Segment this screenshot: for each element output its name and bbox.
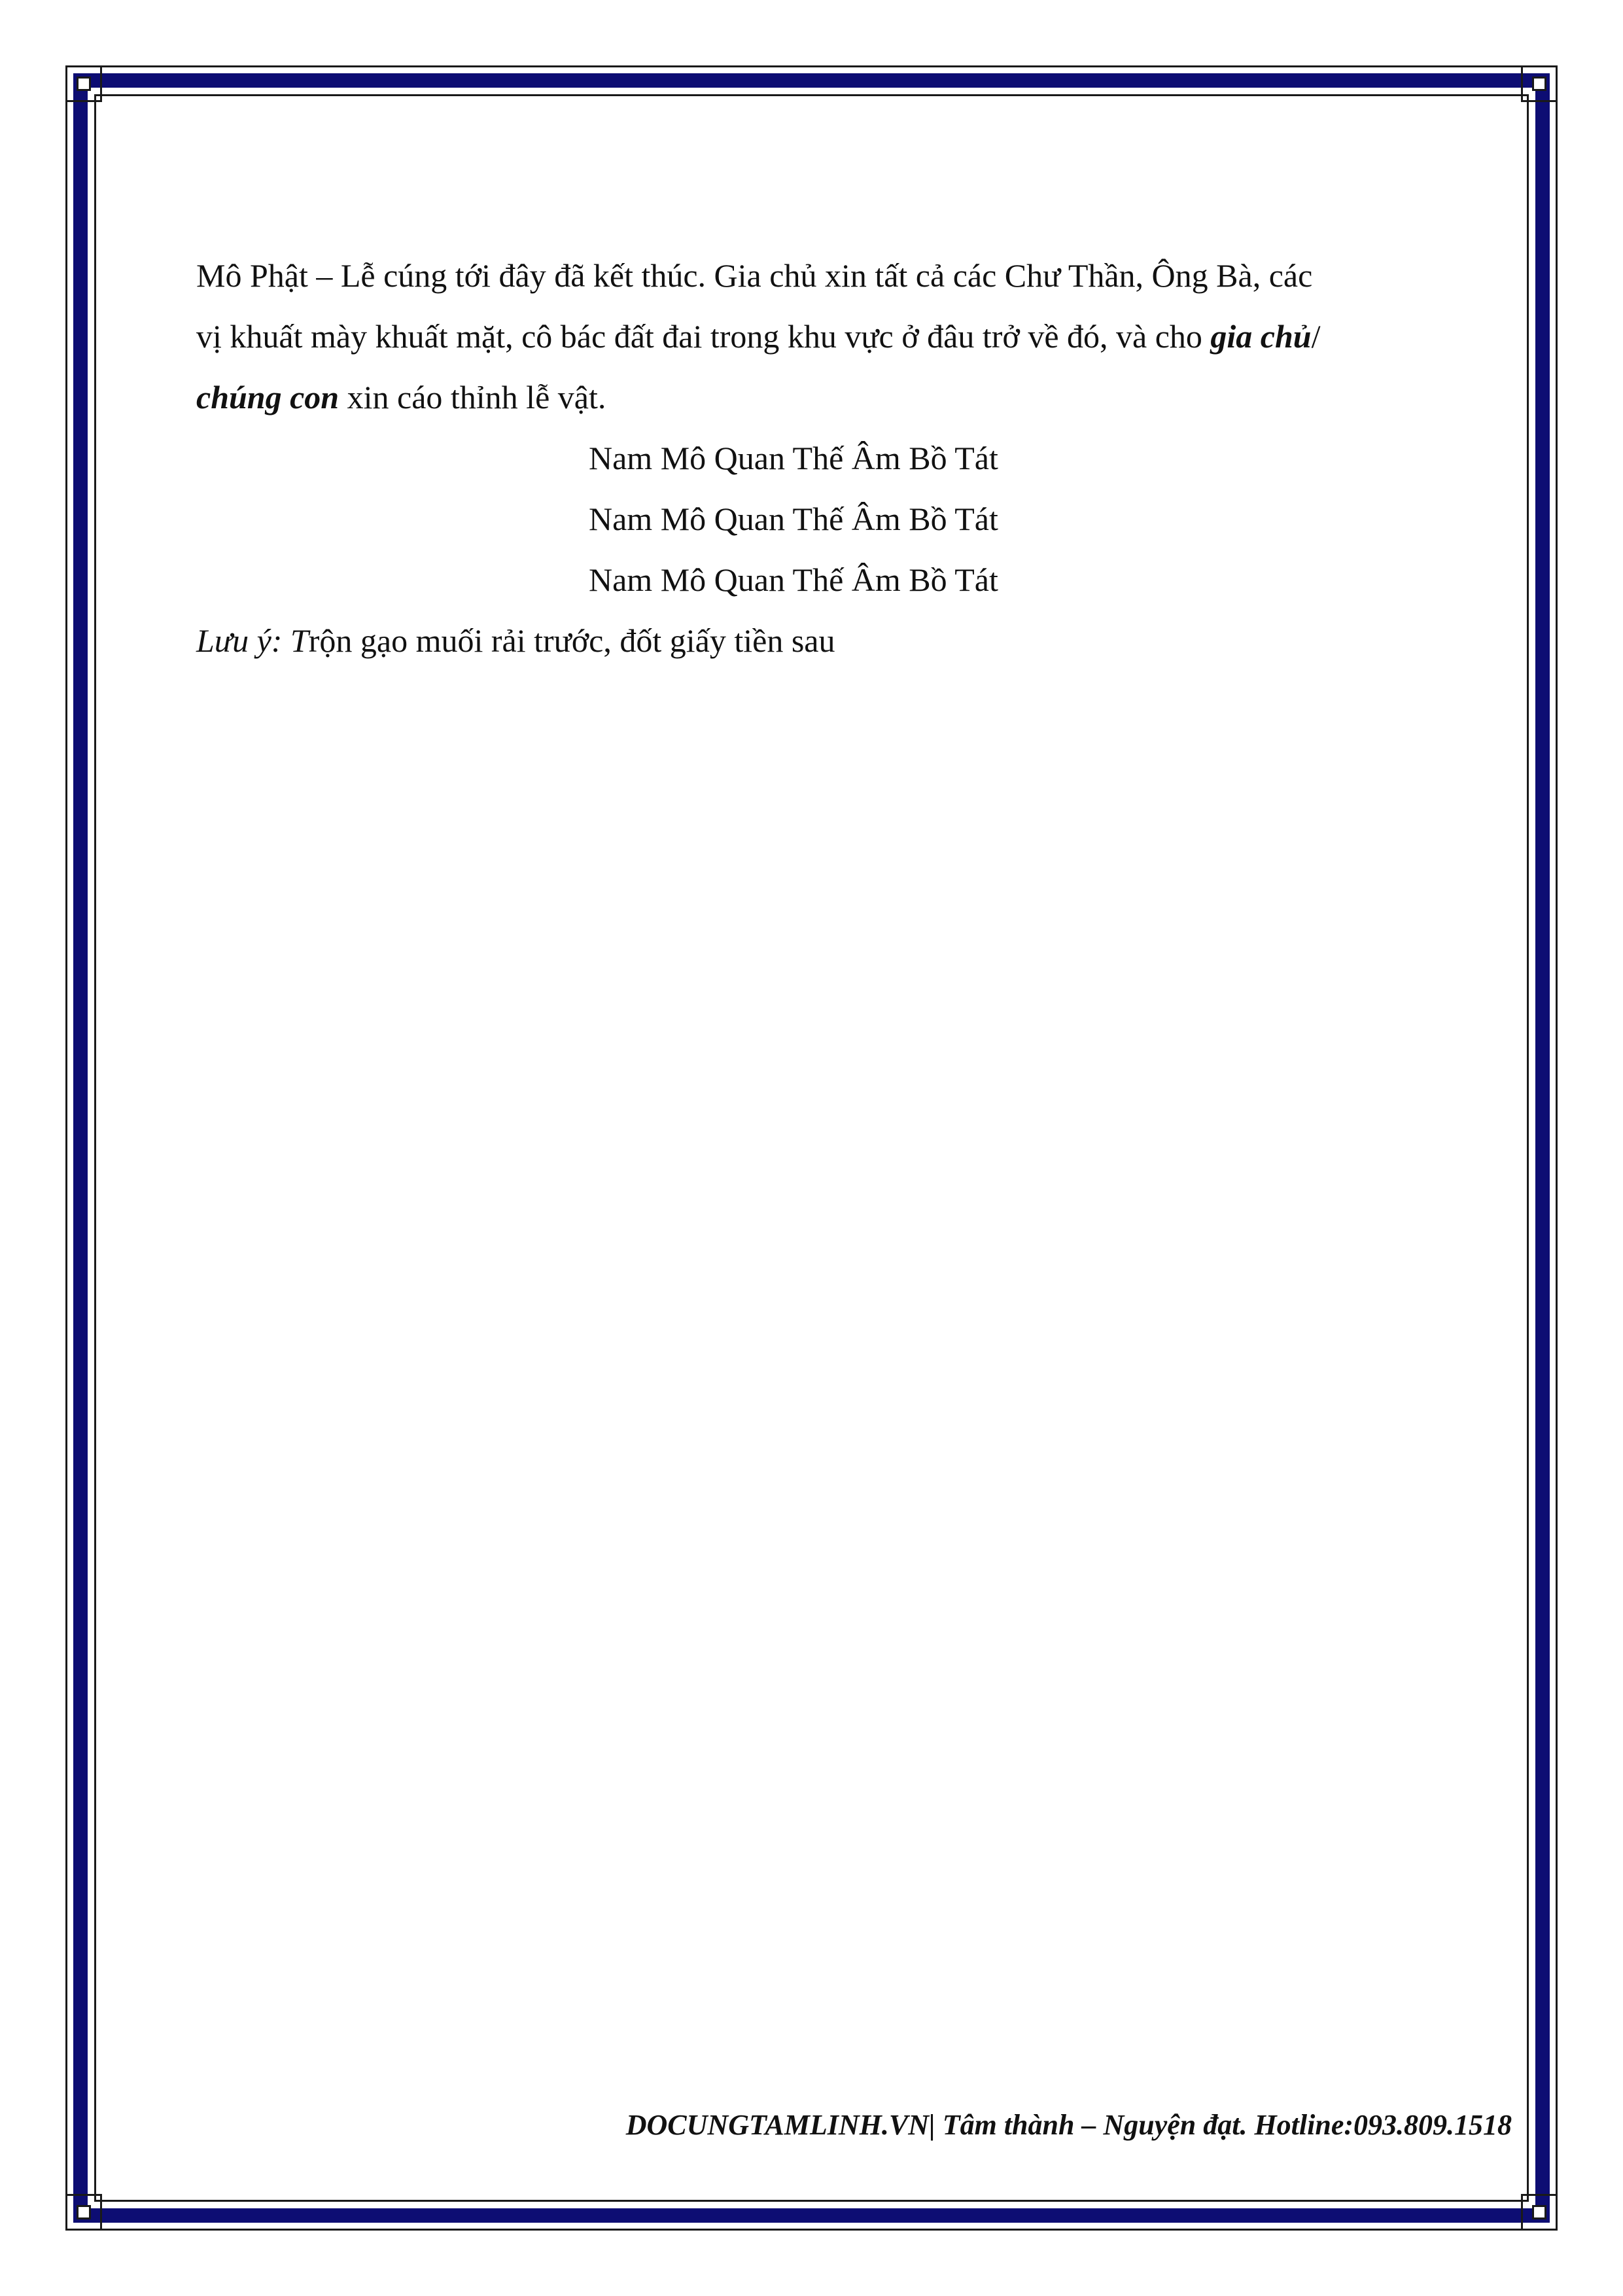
chant-line: Nam Mô Quan Thế Âm Bồ Tát — [589, 440, 998, 476]
note-text: rộn gạo muối rải trước, đốt giấy tiền sau — [308, 622, 835, 659]
emphasis-text: chúng con — [196, 379, 340, 415]
paragraph-line — [196, 245, 1439, 306]
document-body — [196, 245, 1439, 671]
corner-ornament-bottom-left — [65, 2194, 102, 2231]
paragraph-line — [196, 367, 1439, 428]
chant-line: Nam Mô Quan Thế Âm Bồ Tát — [589, 561, 998, 598]
page-footer: DOCUNGTAMLINH.VN| Tâm thành – Nguyện đạt. Hotline:093.809.1518 — [625, 2109, 1512, 2141]
emphasis-text: gia chủ — [1210, 318, 1312, 355]
paragraph-text: vị khuất mày khuất mặt, cô bác đất đai trong khu vực ở đâu trở về đó, và cho — [196, 318, 1211, 355]
paragraph-text: Mô Phật – Lễ cúng tới đây đã kết thúc. Gia chủ xin tất cả các Chư Thần, Ông Bà, các — [196, 257, 1313, 294]
chant-line: Nam Mô Quan Thế Âm Bồ Tát — [589, 501, 998, 537]
paragraph-line — [196, 306, 1439, 367]
note-label: Lưu ý: T — [196, 622, 309, 659]
corner-ornament-bottom-right — [1521, 2194, 1558, 2231]
paragraph-text: xin cáo thỉnh lễ vật. — [339, 379, 606, 415]
corner-ornament-top-right — [1521, 65, 1558, 102]
note-line — [196, 610, 1439, 671]
paragraph-text: / — [1311, 318, 1321, 355]
corner-ornament-top-left — [65, 65, 102, 102]
closing-paragraph — [196, 245, 1439, 428]
